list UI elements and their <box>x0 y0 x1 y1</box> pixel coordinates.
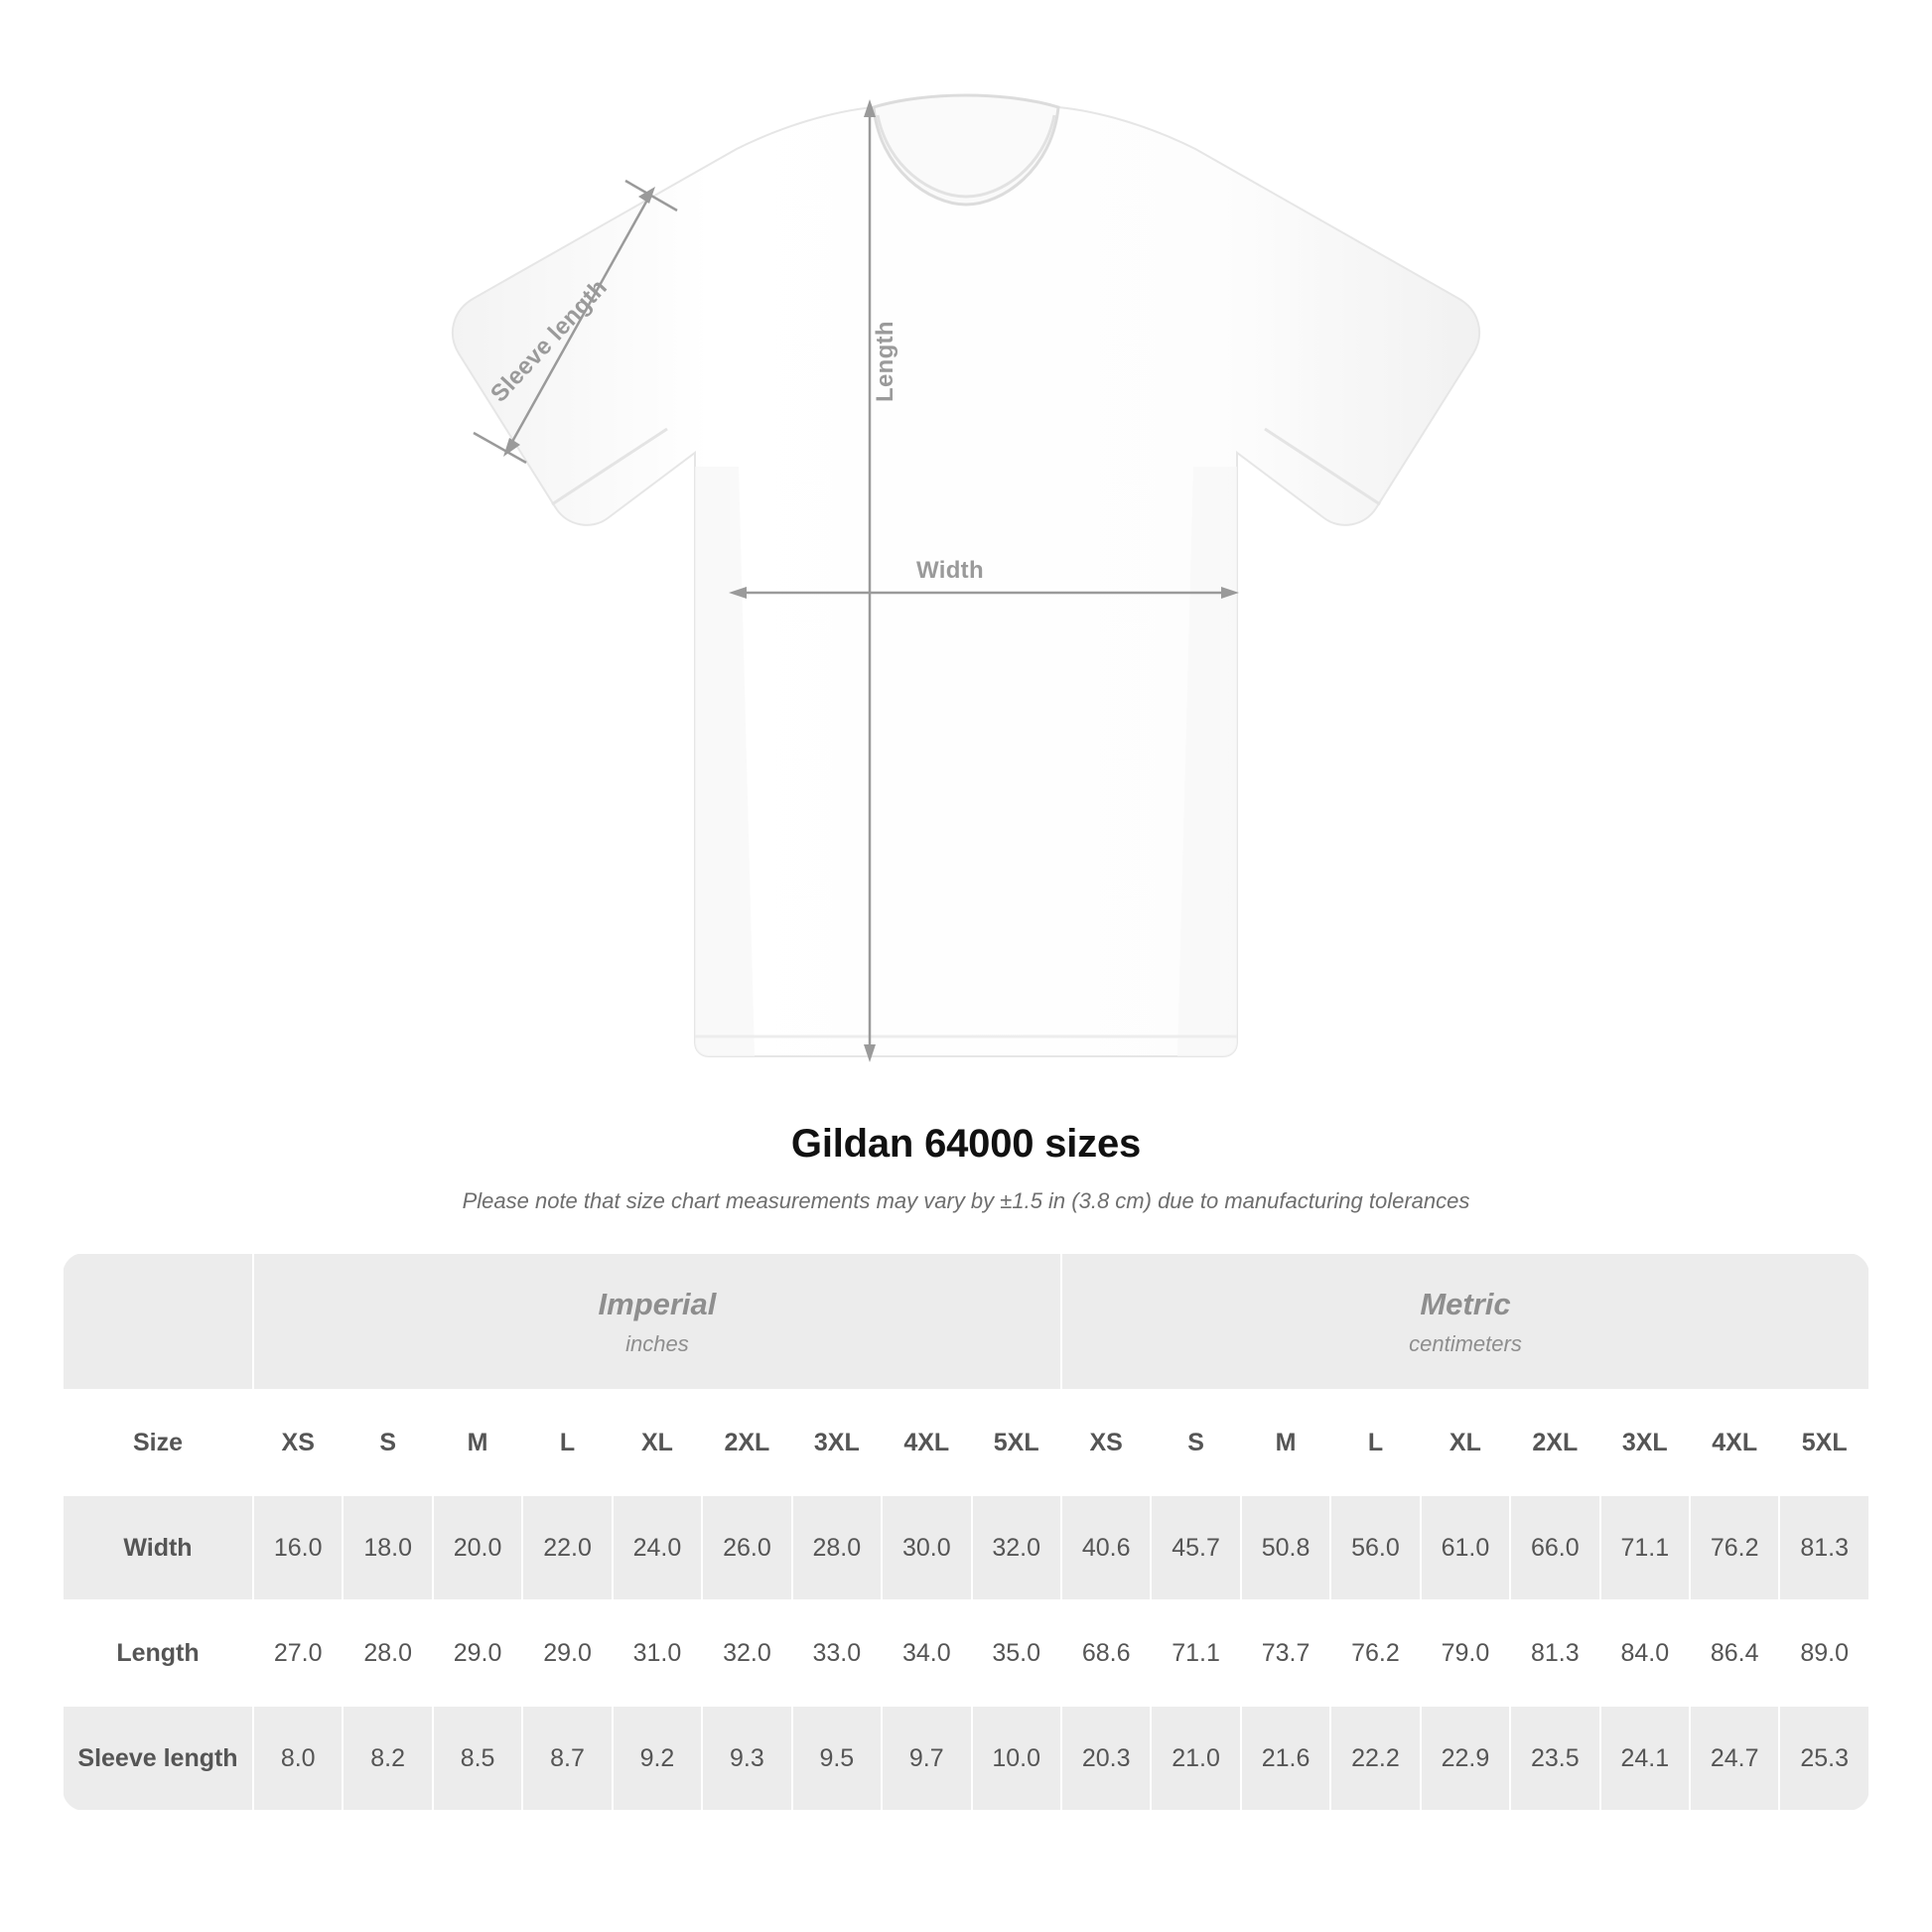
cell-width: 16.0 <box>253 1495 343 1600</box>
table-row <box>63 1495 1869 1600</box>
cell-length: 84.0 <box>1600 1600 1690 1706</box>
size-header-cell: XS <box>1061 1390 1151 1495</box>
row-label-sleeve-length: Sleeve length <box>63 1706 253 1811</box>
cell-sleeve: 21.6 <box>1241 1706 1330 1811</box>
cell-length: 73.7 <box>1241 1600 1330 1706</box>
cell-length: 86.4 <box>1690 1600 1779 1706</box>
cell-length: 27.0 <box>253 1600 343 1706</box>
cell-width: 32.0 <box>972 1495 1061 1600</box>
cell-length: 81.3 <box>1510 1600 1599 1706</box>
cell-sleeve: 8.5 <box>433 1706 522 1811</box>
cell-width: 45.7 <box>1151 1495 1240 1600</box>
cell-sleeve: 9.7 <box>882 1706 971 1811</box>
cell-sleeve: 9.2 <box>613 1706 702 1811</box>
cell-width: 81.3 <box>1779 1495 1869 1600</box>
unit-group-imperial-sub: inches <box>625 1330 689 1356</box>
cell-width: 50.8 <box>1241 1495 1330 1600</box>
cell-width: 40.6 <box>1061 1495 1151 1600</box>
cell-sleeve: 24.7 <box>1690 1706 1779 1811</box>
title-block <box>0 1122 1932 1214</box>
cell-sleeve: 20.3 <box>1061 1706 1151 1811</box>
size-header-cell: M <box>433 1390 522 1495</box>
page-title: Gildan 64000 sizes <box>790 1122 1142 1166</box>
cell-sleeve: 10.0 <box>972 1706 1061 1811</box>
unit-group-metric-name: Metric <box>1420 1287 1511 1322</box>
cell-sleeve: 23.5 <box>1510 1706 1599 1811</box>
size-header-cell: XL <box>1421 1390 1510 1495</box>
size-header-cell: 5XL <box>972 1390 1061 1495</box>
cell-width: 71.1 <box>1600 1495 1690 1600</box>
cell-width: 61.0 <box>1421 1495 1510 1600</box>
unit-group-metric-sub: centimeters <box>1409 1330 1522 1356</box>
cell-sleeve: 9.3 <box>702 1706 791 1811</box>
row-label-length: Length <box>63 1600 253 1706</box>
size-header-cell: XS <box>253 1390 343 1495</box>
cell-sleeve: 8.7 <box>522 1706 612 1811</box>
cell-length: 76.2 <box>1330 1600 1420 1706</box>
cell-width: 30.0 <box>882 1495 971 1600</box>
unit-header-row <box>63 1253 1869 1390</box>
size-header-label: Size <box>63 1390 253 1495</box>
cell-length: 32.0 <box>702 1600 791 1706</box>
size-header-cell: 2XL <box>702 1390 791 1495</box>
size-header-cell: 3XL <box>792 1390 882 1495</box>
size-header-cell: L <box>1330 1390 1420 1495</box>
cell-length: 28.0 <box>343 1600 432 1706</box>
cell-sleeve: 24.1 <box>1600 1706 1690 1811</box>
unit-group-imperial-name: Imperial <box>598 1287 717 1322</box>
size-table <box>62 1252 1870 1812</box>
cell-length: 31.0 <box>613 1600 702 1706</box>
size-header-cell: S <box>343 1390 432 1495</box>
label-sleeve-length: Sleeve length <box>485 273 613 408</box>
table-corner-cell <box>63 1253 253 1390</box>
size-header-cell: XL <box>613 1390 702 1495</box>
size-header-cell: 4XL <box>1690 1390 1779 1495</box>
cell-width: 24.0 <box>613 1495 702 1600</box>
cell-length: 79.0 <box>1421 1600 1510 1706</box>
cell-sleeve: 25.3 <box>1779 1706 1869 1811</box>
cell-width: 18.0 <box>343 1495 432 1600</box>
cell-length: 71.1 <box>1151 1600 1240 1706</box>
cell-length: 29.0 <box>522 1600 612 1706</box>
cell-length: 29.0 <box>433 1600 522 1706</box>
cell-sleeve: 9.5 <box>792 1706 882 1811</box>
size-header-cell: 5XL <box>1779 1390 1869 1495</box>
cell-sleeve: 22.2 <box>1330 1706 1420 1811</box>
cell-length: 33.0 <box>792 1600 882 1706</box>
size-header-cell: S <box>1151 1390 1240 1495</box>
table-row <box>63 1600 1869 1706</box>
cell-length: 35.0 <box>972 1600 1061 1706</box>
cell-sleeve: 22.9 <box>1421 1706 1510 1811</box>
size-header-cell: 2XL <box>1510 1390 1599 1495</box>
cell-width: 20.0 <box>433 1495 522 1600</box>
cell-width: 26.0 <box>702 1495 791 1600</box>
table-row <box>63 1706 1869 1811</box>
tolerance-note: Please note that size chart measurements may vary by ±1.5 in (3.8 cm) due to manufacturing tolerances <box>462 1188 1470 1213</box>
row-label-width: Width <box>63 1495 253 1600</box>
size-table-wrapper <box>62 1252 1870 1812</box>
cell-width: 22.0 <box>522 1495 612 1600</box>
size-header-cell: L <box>522 1390 612 1495</box>
cell-width: 76.2 <box>1690 1495 1779 1600</box>
cell-length: 89.0 <box>1779 1600 1869 1706</box>
cell-width: 56.0 <box>1330 1495 1420 1600</box>
size-header-cell: M <box>1241 1390 1330 1495</box>
cell-sleeve: 8.0 <box>253 1706 343 1811</box>
cell-width: 66.0 <box>1510 1495 1599 1600</box>
size-header-cell: 3XL <box>1600 1390 1690 1495</box>
unit-group-metric <box>1061 1253 1869 1390</box>
size-header-row <box>63 1390 1869 1495</box>
cell-width: 28.0 <box>792 1495 882 1600</box>
unit-group-imperial <box>253 1253 1061 1390</box>
cell-sleeve: 8.2 <box>343 1706 432 1811</box>
cell-sleeve: 21.0 <box>1151 1706 1240 1811</box>
cell-length: 34.0 <box>882 1600 971 1706</box>
cell-length: 68.6 <box>1061 1600 1151 1706</box>
size-header-cell: 4XL <box>882 1390 971 1495</box>
label-width: Width <box>916 557 984 584</box>
label-length: Length <box>872 321 898 402</box>
